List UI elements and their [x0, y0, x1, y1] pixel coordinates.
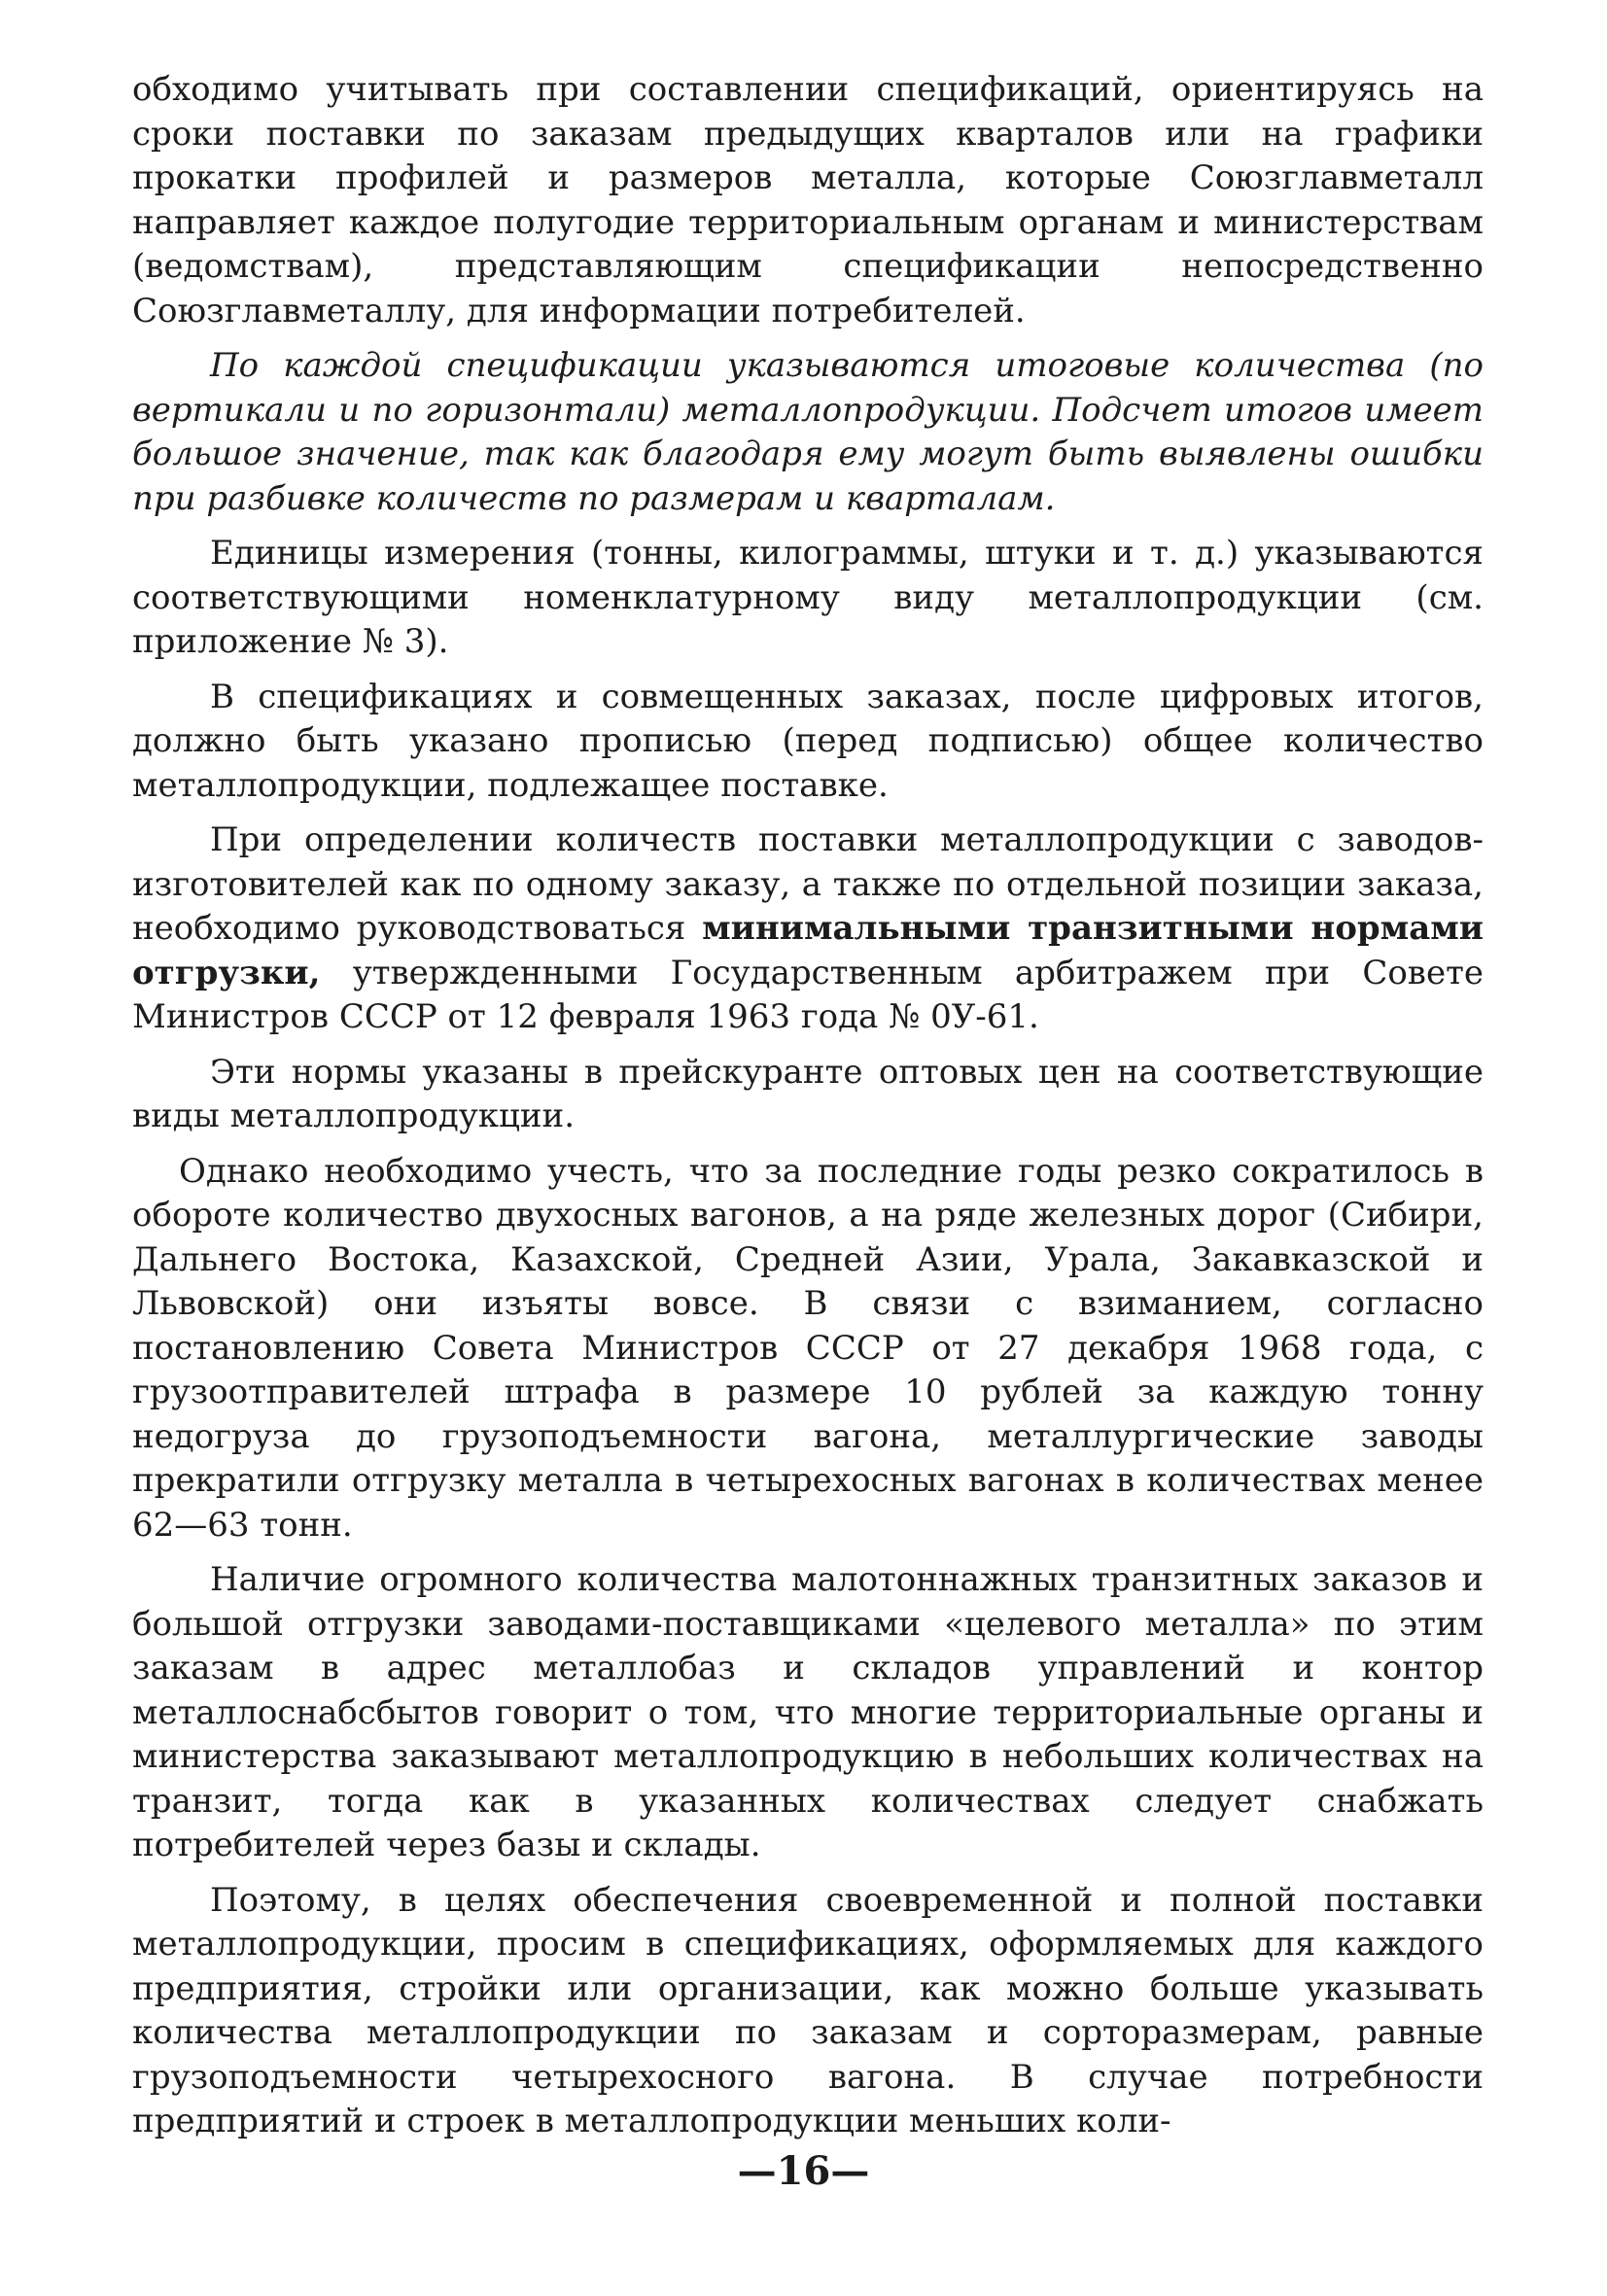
paragraph-wagons: Однако необходимо учесть, что за последние годы резко сократилось в обороте количество двухосных вагонов, а на ряде железных дорог (Сибири, Дальнего Востока, Казахской, Средней Азии, Урала, Закавказской и Львовской) они изъяты вовсе. В связи с взиманием, согласно постановлению Совета Министров СССР от 27 декабря 1968 года, с грузоотправителей штрафа в размере 10 рублей за каждую тонну недогруза до грузоподъемности вагона, металлургические заводы прекратили отгрузку металла в четырехосных вагонах в количествах менее 62—63 тонн.	[132, 1151, 1484, 1545]
transit-norms-bold-term: минимальными транзитными нормами отгрузки,	[132, 909, 1485, 992]
paragraph-specification-totals: По каждой спецификации указываются итоговые количества (по вертикали и по горизонтали) металлопродукции. Подсчет итогов имеет большое значение, так как благодаря ему могут быть выявлены ошибки при разбивке количеств по размерам и кварталам.	[132, 346, 1484, 518]
paragraph-small-orders: Наличие огромного количества малотоннажных транзитных заказов и большой отгрузки заводами-поставщиками «целевого металла» по этим заказам в адрес металлобаз и складов управлений и контор металлоснабсбытов говорит о том, что многие территориальные органы и министерства заказывают металлопродукцию в небольших количествах на транзит, тогда как в указанных количествах следует снабжать потребителей через базы и склады.	[132, 1560, 1484, 1864]
transit-norms-text-after: утвержденными Государственным арбитражем при Совете Министров СССР от 12 февраля 1963 года № 0У-61.	[132, 953, 1484, 1036]
paragraph-units: Единицы измерения (тонны, килограммы, штуки и т. д.) указываются соответствующими номенклатурному виду металлопродукции (см. приложение № 3).	[132, 534, 1484, 661]
document-page	[132, 68, 1484, 2155]
paragraph-request: Поэтому, в целях обеспечения своевременной и полной поставки металлопродукции, просим в спецификациях, оформляемых для каждого предприятия, стройки или организации, как можно больше указывать количества металлопродукции по заказам и сорторазмерам, равные грузоподъемности четырехосного вагона. В случае потребности предприятий и строек в металлопродукции меньших коли-	[132, 1880, 1484, 2140]
paragraph-transit-norms	[132, 818, 1484, 1040]
paragraph-written-total: В спецификациях и совмещенных заказах, после цифровых итогов, должно быть указано прописью (перед подписью) общее количество металлопродукции, подлежащее поставке.	[132, 677, 1484, 805]
paragraph-price-list: Эти нормы указаны в прейскуранте оптовых цен на соответствующие виды металлопродукции.	[132, 1052, 1484, 1135]
transit-norms-text-before: При определении количеств поставки металлопродукции с заводов-изготовителей как по одному заказу, а также по отдельной позиции заказа, необходимо руководствоваться	[132, 820, 1484, 948]
page-number: —16—	[737, 2148, 870, 2194]
paragraph-continuation: обходимо учитывать при составлении спецификаций, ориентируясь на сроки поставки по заказам предыдущих кварталов или на графики прокатки профилей и размеров металла, которые Союзглавметалл направляет каждое полугодие территориальным органам и министерствам (ведомствам), представляющим спецификации непосредственно Союзглавметаллу, для информации потребителей.	[132, 70, 1484, 330]
